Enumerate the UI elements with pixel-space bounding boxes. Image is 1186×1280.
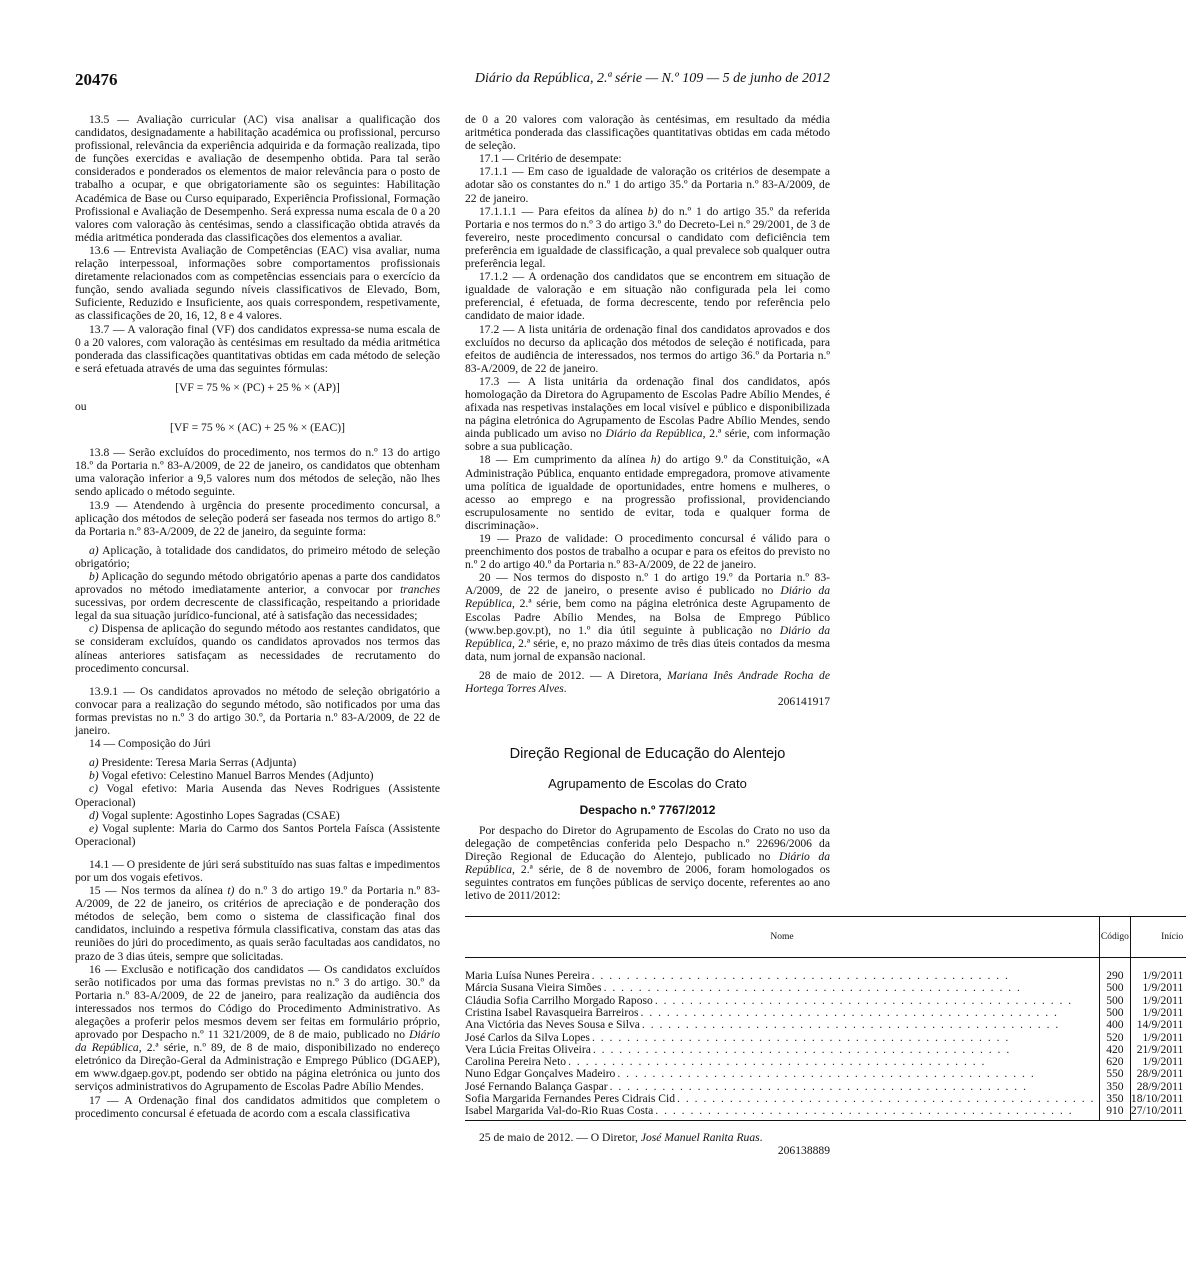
cell-start: 14/9/2011 [1130, 1019, 1186, 1031]
text-run: . [759, 1130, 763, 1144]
italic-term: b) [647, 204, 658, 218]
paragraph-17-1-1-1 [465, 205, 830, 270]
paragraph-14-1: 14.1 — O presidente de júri será substituído nas suas faltas e impedimentos por um dos vogais efetivos. [75, 857, 440, 884]
cell-code: 500 [1099, 1007, 1130, 1019]
text-run: Por despacho do Diretor do Agrupamento de Escolas do Crato no uso da delegação de competências conferida pelo Despacho n.º 22696/2006 da Direção Regional de Educação do Alentejo, publicado no [465, 823, 830, 863]
teacher-name: Sofia Margarida Fernandes Peres Cidrais Cid [465, 1092, 676, 1106]
italic-term: h) [650, 453, 661, 467]
paragraph-17-1-2: 17.1.2 — A ordenação dos candidatos que se encontrem em situação de igualdade de valoração e em situação não configurada pela lei como preferencial, é efetuada, de forma decrescente, tendo por referência pelo candidato de maior idade. [465, 270, 830, 323]
item-letter: c) [89, 622, 99, 636]
text-run: 2.ª série, n.º 89, de 8 de maio, disponibilizado no endereço eletrónico da Direção-Geral da Administração e Emprego Público (DGAEP), em www.dgaep.gov.pt, podendo ser obtido na página eletrónica ou junto dos serviços administrativos do Agrupamento de Escolas Padre Abílio Mendes. [75, 1041, 440, 1094]
cell-start: 18/10/2011 [1130, 1093, 1186, 1105]
item-letter: b) [89, 570, 99, 583]
text-run: do artigo 9.º da Constituição, «A Administração Pública, enquanto entidade empregadora, promove ativamente uma política de igualdade de oportunidades, entre homens e mulheres, o acesso ao emprego e na progressão profissional, providenciando escrupulosamente no sentido de evitar, toda e qualquer forma de discriminação». [465, 453, 830, 532]
table-row [465, 982, 1186, 994]
paragraph-20 [465, 571, 830, 663]
cell-name [465, 982, 1099, 994]
signature-date: 28 de maio de 2012. — A Diretora, [479, 668, 668, 682]
paragraph-17-1-1: 17.1.1 — Em caso de igualdade de valoração os critérios de desempate a adotar são os constantes do n.º 1 do artigo 35.º da Portaria n.º 83-A/2009, de 22 de janeiro. [465, 165, 830, 205]
cell-name [465, 1068, 1099, 1080]
cell-code: 350 [1099, 1093, 1130, 1105]
cell-code: 420 [1099, 1044, 1130, 1056]
text-run: 15 — Nos termos da alínea [89, 884, 228, 898]
italic-term: Diário da República, [465, 849, 830, 876]
paragraph-17-cont: de 0 a 20 valores com valoração às centésimas, em resultado da média aritmética ponderada das classificações quantitativas obtidas em cada método de seleção. [465, 113, 830, 153]
item-letter: b) [89, 769, 99, 783]
item-letter: a) [89, 543, 99, 557]
signatory-name: Mariana Inês Andrade Rocha de Hortega Torres Alves [465, 668, 830, 696]
table-row [465, 1105, 1186, 1120]
text-run: 2.ª série, e, no prazo máximo de três dias úteis contados da mesma data, num jornal de expansão nacional. [465, 636, 830, 663]
teacher-name: Isabel Margarida Val-do-Rio Ruas Costa [465, 1104, 654, 1118]
cell-start: 1/9/2011 [1130, 995, 1186, 1007]
teacher-name: Nuno Edgar Gonçalves Madeiro [465, 1067, 616, 1081]
item-text: Vogal suplente: Maria do Carmo dos Santos Portela Faísca (Assistente Operacional) [75, 821, 440, 848]
italic-term: tranches [400, 583, 440, 597]
teacher-name: Vera Lúcia Freitas Oliveira [465, 1042, 591, 1056]
item-text: sucessivas, por ordem decrescente de classificação, respeitando a prioridade legal da sua situação jurídico-funcional, até à satisfação das necessidades; [75, 596, 440, 623]
cell-code: 500 [1099, 995, 1130, 1007]
text-run: 20 — Nos termos do disposto n.º 1 do artigo 19.º da Portaria n.º 83-A/2009, de 22 de janeiro, o presente aviso é publicado no [465, 571, 830, 598]
item-letter: a) [89, 756, 99, 770]
cell-start: 27/10/2011 [1130, 1105, 1186, 1120]
paragraph-13-7: 13.7 — A valoração final (VF) dos candidatos expressa-se numa escala de 0 a 20 valores, com valoração às centésimas em resultado da média aritmética ponderada das classificações quantitativas obtidas em cada método de seleção e será efetuada através de uma das seguintes fórmulas: [75, 322, 440, 375]
item-text: Vogal efetivo: Celestino Manuel Barros Mendes (Adjunto) [98, 769, 374, 783]
column-header-name: Nome [465, 917, 1099, 958]
paragraph-16 [75, 963, 440, 1094]
teacher-name: José Carlos da Silva Lopes [465, 1030, 590, 1044]
text-run: 16 — Exclusão e notificação dos candidatos — Os candidatos excluídos serão notificados por uma das formas previstas no n.º 3 do artigo. 30.º da Portaria n.º 83-A/2009, de 22 de janeiro, para realização da audiência dos interessados nos termos do Código do Procedimento Administrativo. As alegações a proferir pelos mesmos devem ser feitas em formulário próprio, aprovado por Despacho n.º 11 321/2009, de 8 de maio, publicado no [75, 962, 440, 1042]
paragraph-17: 17 — A Ordenação final dos candidatos admitidos que completem o procedimento concursal é efetuada de acordo com a escala classificativa [75, 1093, 440, 1120]
paragraph-13-9-1: 13.9.1 — Os candidatos aprovados no método de seleção obrigatório a convocar para a realização do segundo método, são notificados por uma das formas previstas no n.º 3 do artigo 30.º, da Portaria n.º 83-A/2009, de 22 de janeiro. [75, 684, 440, 738]
formula-2: [VF = 75 % × (AC) + 25 % × (EAC)] [170, 421, 345, 435]
item-text: Vogal suplente: Agostinho Lopes Sagradas (CSAE) [98, 808, 340, 822]
paragraph-13-9: 13.9 — Atendendo à urgência do presente procedimento concursal, a aplicação dos métodos de seleção poderá ser faseada nos termos do artigo 8.º da Portaria n.º 83-A/2009, de 22 de janeiro, da seguinte forma: [75, 498, 440, 538]
page-number: 20476 [75, 70, 118, 89]
despacho-paragraph [465, 824, 830, 903]
org-title: Direção Regional de Educação do Alentejo [509, 746, 786, 763]
item-text: Vogal efetivo: Maria Ausenda das Neves Rodrigues (Assistente Operacional) [75, 782, 440, 809]
table-header-row [465, 917, 1186, 958]
paragraph-18 [465, 453, 830, 532]
cell-start: 1/9/2011 [1130, 1056, 1186, 1068]
table-row [465, 958, 1186, 983]
cell-code: 290 [1099, 958, 1130, 983]
teacher-name: Cláudia Sofia Carrilho Morgado Raposo [465, 993, 653, 1007]
table-row [465, 1032, 1186, 1044]
cell-name [465, 1019, 1099, 1031]
signatory-name: José Manuel Ranita Ruas [640, 1130, 760, 1144]
text-run: 17.3 — A lista unitária da ordenação final dos candidatos, após homologação da Diretora do Agrupamento de Escolas Padre Abílio Mendes, é afixada nas respetivas instalações em local visível e público e disponibilizada na página eletrónica do Agrupamento de Escolas Padre Abílio Mendes, sendo ainda publicado um aviso no [465, 374, 830, 441]
italic-term: Diário da República, [465, 584, 830, 611]
jury-item [75, 822, 440, 848]
item-text: Aplicação, à totalidade dos candidatos, do primeiro método de seleção obrigatório; [75, 543, 440, 570]
left-column [75, 113, 440, 1120]
teacher-name: Márcia Susana Vieira Simões [465, 981, 602, 995]
paragraph-17-3 [465, 375, 830, 454]
formula-or: ou [75, 399, 87, 413]
cell-start: 1/9/2011 [1130, 1007, 1186, 1019]
column-header-start: Início [1130, 917, 1186, 958]
table-row [465, 1019, 1186, 1031]
text-run: 2.ª série, com informação sobre a sua publicação. [465, 427, 830, 454]
item-letter: e) [89, 821, 99, 835]
text-run: do n.º 3 do artigo 19.º da Portaria n.º 83-A/2009, de 22 de janeiro, os critérios de apreciação e de ponderação dos métodos de seleção, bem como o sistema de classificação final dos candidatos, incluindo a respetiva fórmula classificativa, constam das atas das reuniões do júri do procedimento, as quais serão facultadas aos candidatos, no prazo de 3 dias úteis, sempre que solicitadas. [75, 884, 441, 963]
item-text: Aplicação do segundo método obrigatório apenas a parte dos candidatos aprovados no método imediatamente anterior, a convocar por [75, 570, 440, 597]
list-item [75, 544, 440, 570]
teacher-name: Carolina Pereira Neto [465, 1055, 567, 1069]
reference-number: 206141917 [777, 695, 830, 709]
paragraph-15 [75, 884, 440, 963]
list-item [75, 622, 440, 674]
cell-start: 1/9/2011 [1130, 982, 1186, 994]
jury-item [75, 769, 440, 782]
text-run: do n.º 1 do artigo 35.º da referida Portaria e nos termos do n.º 3 do artigo 3.º do Decreto-Lei n.º 29/2001, de 3 de fevereiro, neste procedimento concursal o candidato com deficiência tem preferência em igualdade de classificação, a qual prevalece sob qualquer outra preferência legal. [465, 204, 830, 271]
signature-2 [465, 1131, 830, 1144]
teacher-name: Ana Victória das Neves Sousa e Silva [465, 1018, 640, 1032]
cell-start: 28/9/2011 [1130, 1081, 1186, 1093]
org-subtitle: Agrupamento de Escolas do Crato [548, 776, 747, 792]
item-letter: d) [89, 808, 99, 822]
paragraph-14: 14 — Composição do Júri [89, 737, 211, 751]
cell-code: 620 [1099, 1056, 1130, 1068]
cell-start: 1/9/2011 [1130, 958, 1186, 983]
text-run: 18 — Em cumprimento da alínea [479, 453, 651, 467]
jury-item [75, 809, 440, 822]
contracts-table [465, 916, 1186, 1121]
cell-name [465, 1032, 1099, 1044]
page-header [75, 70, 830, 92]
running-title: Diário da República, 2.ª série — N.º 109 — 5 de junho de 2012 [474, 71, 830, 86]
text-run: 17.1.1.1 — Para efeitos da alínea [479, 204, 648, 218]
paragraph-17-2: 17.2 — A lista unitária de ordenação final dos candidatos aprovados e dos excluídos no decurso da aplicação dos métodos de seleção é notificada, para efeitos de audiência de interessados, nos termos do artigo 36.º da Portaria n.º 83-A/2009, de 22 de janeiro. [465, 322, 830, 375]
formula-1: [VF = 75 % × (PC) + 25 % × (AP)] [175, 380, 340, 394]
text-run: . [563, 682, 567, 696]
teacher-name: Maria Luísa Nunes Pereira [465, 969, 590, 983]
italic-term: Diário da República, [75, 1028, 440, 1055]
cell-code: 910 [1099, 1105, 1130, 1120]
cell-start: 28/9/2011 [1130, 1068, 1186, 1080]
jury-item [75, 756, 440, 769]
table-row [465, 1068, 1186, 1080]
column-header-code: Código [1099, 917, 1130, 958]
teacher-name: José Fernando Balança Gaspar [465, 1079, 608, 1093]
item-letter: c) [89, 782, 99, 796]
right-column [465, 113, 1184, 1157]
cell-start: 1/9/2011 [1130, 1032, 1186, 1044]
cell-name [465, 1105, 1099, 1120]
paragraph-13-8: 13.8 — Serão excluídos do procedimento, nos termos do n.º 13 do artigo 18.º da Portaria n.º 83-A/2009, de 22 de janeiro, os candidatos que obtenham uma valoração inferior a 9,5 valores num dos métodos de seleção, não lhes sendo aplicado o método seguinte. [75, 446, 440, 499]
italic-term: Diário da República, [605, 427, 706, 441]
cell-start: 21/9/2011 [1130, 1044, 1186, 1056]
cell-code: 520 [1099, 1032, 1130, 1044]
paragraph-13-5: 13.5 — Avaliação curricular (AC) visa analisar a qualificação dos candidatos, designadamente a habilitação académica ou profissional, percurso profissional, relevância da experiência adquirida e da formação realizada, tipo de funções exercidas e avaliação de desempenho obtida. Para tal serão considerados e ponderados os elementos de maior relevância para o posto de trabalho a ocupar, e que obrigatoriamente são os seguintes: Habilitação Académica de Base ou Curso equiparado, Experiência Profissional, Formação Profissional e Avaliação de Desempenho. Será expressa numa escala de 0 a 20 valores com valoração às centésimas, sendo a classificação obtida através da média aritmética ponderada das classificações dos elementos a avaliar. [75, 113, 440, 244]
paragraph-19: 19 — Prazo de validade: O procedimento concursal é válido para o preenchimento dos postos de trabalho a ocupar e para os efeitos do previsto no n.º 2 do artigo 40.º da Portaria n.º 83-A/2009, de 22 de janeiro. [465, 532, 830, 572]
cell-code: 550 [1099, 1068, 1130, 1080]
paragraph-17-1: 17.1 — Critério de desempate: [479, 152, 622, 166]
signature-1 [465, 669, 830, 695]
jury-item [75, 782, 440, 808]
paragraph-13-6: 13.6 — Entrevista Avaliação de Competências (EAC) visa avaliar, numa relação interpessoal, informações sobre comportamentos profissionais diretamente relacionados com as competências essenciais para o exercício da função, sendo avaliada segundo níveis classificativos de Elevado, Bom, Suficiente, Reduzido e Insuficiente, aos quais correspondem, respetivamente, as classificações de 20, 16, 12, 8 e 4 valores. [75, 243, 440, 323]
list-item [75, 570, 440, 622]
cell-code: 350 [1099, 1081, 1130, 1093]
cell-code: 400 [1099, 1019, 1130, 1031]
cell-name [465, 958, 1099, 983]
italic-term: t) [227, 884, 235, 898]
teacher-name: Cristina Isabel Ravasqueira Barreiros [465, 1005, 639, 1019]
item-text: Presidente: Teresa Maria Serras (Adjunta) [98, 756, 297, 770]
despacho-title: Despacho n.º 7767/2012 [579, 803, 716, 818]
signature-date: 25 de maio de 2012. — O Diretor, [479, 1130, 641, 1144]
cell-code: 500 [1099, 982, 1130, 994]
text-run: 2.ª série, de 8 de novembro de 2006, foram homologados os seguintes contratos em funções públicas de serviço docente, referentes ao ano letivo de 2011/2012: [465, 862, 830, 902]
text-run: 2.ª série, bem como na página eletrónica deste Agrupamento de Escolas Padre Abílio Mendes, na Bolsa de Emprego Público (www.bep.gov.pt), no 1.º dia útil seguinte à publicação no [465, 597, 830, 637]
item-text: Dispensa de aplicação do segundo método aos restantes candidatos, que se consideram excluídos, quando os candidatos aprovados nos termos das alíneas anteriores satisfaçam as necessidades de recrutamento do procedimento concursal. [75, 622, 440, 675]
italic-term: Diário da República, [465, 623, 830, 650]
reference-number: 206138889 [777, 1143, 830, 1157]
